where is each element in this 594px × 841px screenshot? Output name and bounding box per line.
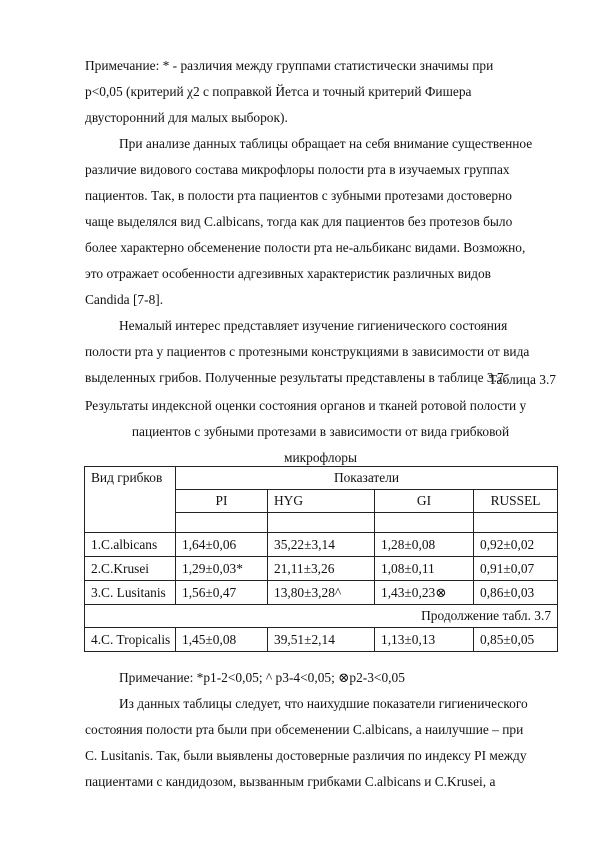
header-russel: RUSSEL [474, 490, 558, 513]
cell-pi: 1,56±0,47 [176, 581, 268, 605]
paragraph-line: C. Lusitanis. Так, были выявлены достоверные различия по индексу PI между [85, 748, 527, 763]
paragraph-line: Candida [7-8]. [85, 292, 164, 307]
cell-fungus: 3.C. Lusitanis [85, 581, 176, 605]
paragraph-line: пациентами с кандидозом, вызванным грибками C.albicans и C.Krusei, а [85, 774, 496, 789]
continuation-label: Продолжение табл. 3.7 [85, 605, 558, 628]
header-gi: GI [375, 490, 474, 513]
paragraph-line: При анализе данных таблицы обращает на себя внимание существенное [119, 136, 533, 151]
paragraph-line: более характерно обсеменение полости рта не-альбиканс видами. Возможно, [85, 240, 526, 255]
paragraph-line: Из данных таблицы следует, что наихудшие показатели гигиенического [119, 696, 528, 711]
cell-gi: 1,43±0,23⊗ [375, 581, 474, 605]
cell-hyg: 39,51±2,14 [268, 628, 375, 652]
paragraph-line: различие видового состава микрофлоры полости рта в изучаемых группах [85, 162, 510, 177]
table-title-line: микрофлоры [284, 450, 357, 465]
header-hyg: HYG [268, 490, 375, 513]
paragraph-line: Немалый интерес представляет изучение гигиенического состояния [119, 318, 508, 333]
table-continuation-row [85, 605, 558, 628]
table-row [85, 628, 558, 652]
table-note: Примечание: *p1-2<0,05; ^ p3-4<0,05; ⊗p2-3<0,05 [119, 670, 405, 685]
cell-pi: 1,29±0,03* [176, 557, 268, 581]
paragraph-line: состояния полости рта были при обсеменении C.albicans, а наилучшие – при [85, 722, 524, 737]
header-pi: PI [176, 490, 268, 513]
cell-gi: 1,13±0,13 [375, 628, 474, 652]
table-row [85, 533, 558, 557]
cell-fungus: 1.C.albicans [85, 533, 176, 557]
table-title-line: Результаты индексной оценки состояния органов и тканей ротовой полости у [85, 398, 527, 413]
cell-hyg: 21,11±3,26 [268, 557, 375, 581]
paragraph-line: выделенных грибов. Полученные результаты представлены в таблице 3.7. [85, 370, 507, 385]
note-line: p<0,05 (критерий χ2 с поправкой Йетса и точный критерий Фишера [85, 84, 472, 99]
header-fungus: Вид грибков [85, 467, 176, 533]
cell-pi: 1,45±0,08 [176, 628, 268, 652]
cell-pi: 1,64±0,06 [176, 533, 268, 557]
table-title-line: пациентов с зубными протезами в зависимости от вида грибковой [131, 424, 510, 439]
cell-hyg: 35,22±3,14 [268, 533, 375, 557]
table-row [85, 581, 558, 605]
cell-gi: 1,08±0,11 [375, 557, 474, 581]
paragraph-line: это отражает особенности адгезивных характеристик различных видов [85, 266, 491, 281]
cell-russel: 0,91±0,07 [474, 557, 558, 581]
cell-gi: 1,28±0,08 [375, 533, 474, 557]
cell-russel: 0,85±0,05 [474, 628, 558, 652]
cell-russel: 0,86±0,03 [474, 581, 558, 605]
cell-fungus: 4.C. Tropicalis [85, 628, 176, 652]
table-label: Таблица 3.7 [488, 372, 556, 387]
results-table [84, 466, 558, 652]
table-header-row [85, 467, 558, 490]
table-row [85, 557, 558, 581]
paragraph-line: пациентов. Так, в полости рта пациентов с зубными протезами достоверно [85, 188, 512, 203]
note-line: Примечание: * - различия между группами статистически значимы при [85, 58, 494, 73]
cell-fungus: 2.C.Krusei [85, 557, 176, 581]
note-line: двусторонний для малых выборок). [85, 110, 288, 125]
cell-hyg: 13,80±3,28^ [268, 581, 375, 605]
cell-russel: 0,92±0,02 [474, 533, 558, 557]
paragraph-line: чаще выделялся вид C.albicans, тогда как для пациентов без протезов было [85, 214, 513, 229]
header-indicators: Показатели [176, 467, 558, 490]
paragraph-line: полости рта у пациентов с протезными конструкциями в зависимости от вида [85, 344, 530, 359]
